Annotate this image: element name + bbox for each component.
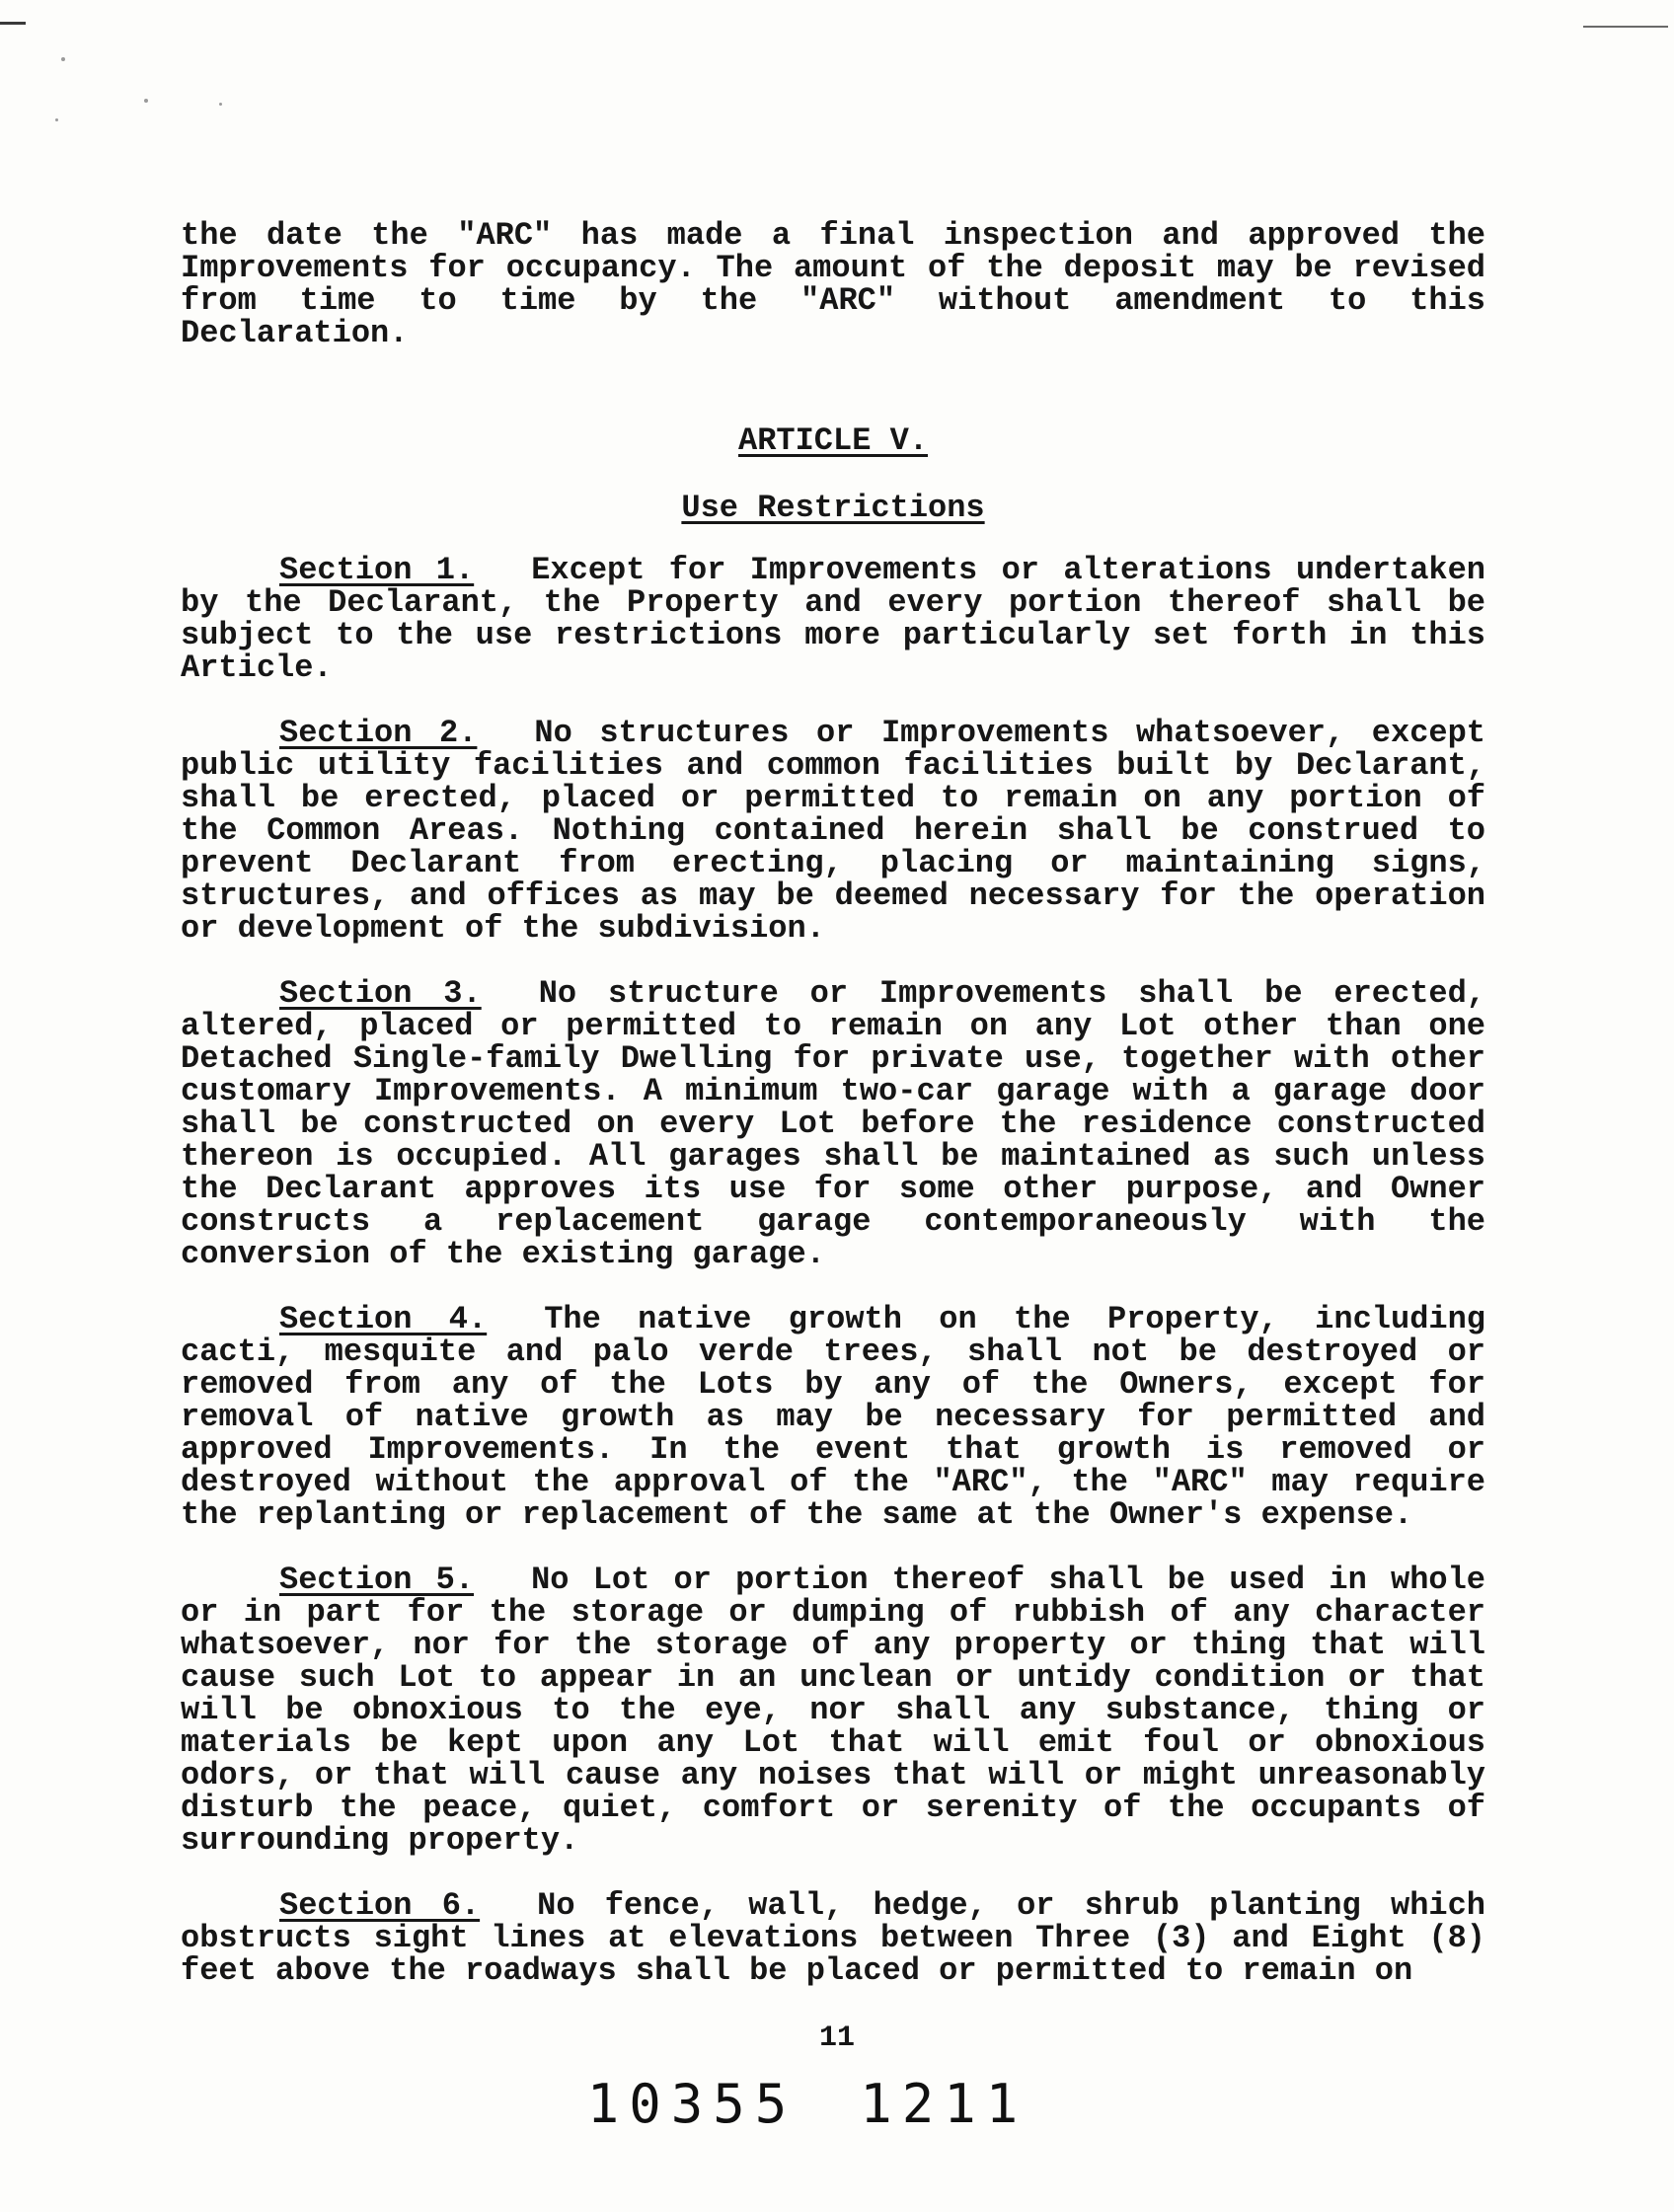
section-paragraph xyxy=(181,1889,1485,1987)
section-label: Section 3. xyxy=(279,975,482,1012)
section-text: No structure or Improvements shall be erected, altered, placed or permitted to remain on any Lot other than one Detached Single-family Dwelling for private use, together with other customary Improvements. A minimum two-car garage with a garage door shall be constructed on every Lot before the residence constructed thereon is occupied. All garages shall be maintained as such unless the Declarant approves its use for some other purpose, and Owner constructs a replacement garage contemporaneously with the conversion of the existing garage. xyxy=(181,975,1486,1272)
section-paragraph xyxy=(181,554,1485,684)
scan-speck xyxy=(219,103,222,106)
section-text: The native growth on the Property, including cacti, mesquite and palo verde trees, shall not be destroyed or removed from any of the Lots by any of the Owners, except for removal of native growth as may be necessary for permitted and approved Improvements. In the event that growth is removed or destroyed without the approval of the "ARC", the "ARC" may require the replanting or replacement of the same at the Owner's expense. xyxy=(181,1301,1486,1533)
section-label: Section 1. xyxy=(279,552,475,588)
scan-speck xyxy=(61,57,65,61)
document-content xyxy=(181,219,1485,2020)
section-text: Except for Improvements or alterations undertaken by the Declarant, the Property and every portion thereof shall be subject to the use restrictions more particularly set forth in this Article. xyxy=(181,552,1486,686)
section-label: Section 5. xyxy=(279,1562,475,1598)
section-label: Section 4. xyxy=(279,1301,488,1337)
article-heading xyxy=(181,424,1485,457)
article-subheading xyxy=(181,492,1485,524)
section-text: No fence, wall, hedge, or shrub planting which obstructs sight lines at elevations between Three (3) and Eight (8) feet above the roadways shall be placed or permitted to remain on xyxy=(181,1887,1485,1989)
section-paragraph xyxy=(181,717,1485,945)
scan-artifact-top-right xyxy=(1583,26,1668,28)
scan-speck xyxy=(55,118,58,121)
section-paragraph xyxy=(181,1564,1485,1857)
section-label: Section 2. xyxy=(279,715,478,751)
article-subheading-text: Use Restrictions xyxy=(681,490,985,526)
page-number: 11 xyxy=(818,2021,855,2055)
section-paragraph xyxy=(181,1303,1485,1531)
recording-stamp xyxy=(0,2073,1644,2135)
section-text: No Lot or portion thereof shall be used in whole or in part for the storage or dumping of rubbish of any character whatsoever, nor for the storage of any property or thing that will cause such Lot to appear in an unclean or untidy condition or that will be obnoxious to the eye, nor shall any substance, thing or materials be kept upon any Lot that will emit foul or obnoxious odors, or that will cause any noises that will or might unreasonably disturb the peace, quiet, comfort or serenity of the occupants of surrounding property. xyxy=(181,1562,1486,1859)
section-label: Section 6. xyxy=(279,1887,481,1924)
section-text: No structures or Improvements whatsoever, except public utility facilities and common facilities built by Declarant, shall be erected, placed or permitted to remain on any portion of the Common Areas. Nothing contained herein shall be construed to prevent Declarant from erecting, placing or maintaining signs, structures, and offices as may be deemed necessary for the operation or development of the subdivision. xyxy=(181,715,1486,947)
intro-paragraph: the date the "ARC" has made a final inspection and approved the Improvements for occupancy. The amount of the deposit may be revised from time to time by the "ARC" without amendment to this Declaration. xyxy=(181,217,1485,351)
scan-speck xyxy=(144,99,148,103)
section-paragraph xyxy=(181,977,1485,1270)
article-heading-text: ARTICLE V. xyxy=(737,422,929,459)
scan-artifact-top-left xyxy=(0,22,26,25)
stamp-right-number: 1211 xyxy=(860,2073,1028,2135)
stamp-left-number: 10355 xyxy=(586,2073,798,2135)
